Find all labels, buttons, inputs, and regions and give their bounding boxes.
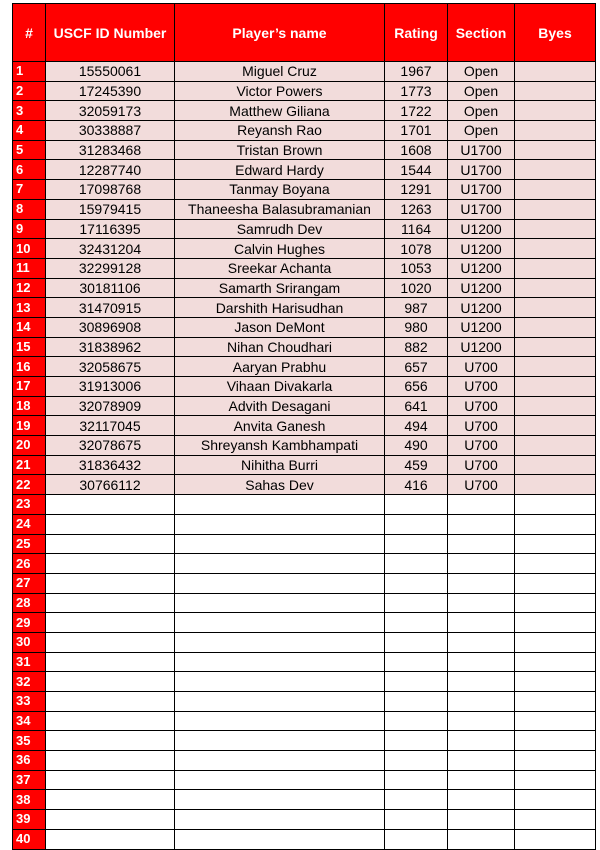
player-name-cell: Samarth Srirangam	[175, 278, 385, 298]
section-cell: U700	[448, 436, 515, 456]
player-name-cell: Edward Hardy	[175, 160, 385, 180]
byes-cell	[515, 731, 596, 751]
row-number: 25	[13, 534, 46, 554]
player-name-cell: Thaneesha Balasubramanian	[175, 199, 385, 219]
byes-cell	[515, 751, 596, 771]
uscf-id-cell	[46, 829, 175, 849]
section-cell: U1200	[448, 298, 515, 318]
player-name-cell	[175, 829, 385, 849]
row-number: 31	[13, 652, 46, 672]
section-cell: U700	[448, 357, 515, 377]
byes-cell	[515, 632, 596, 652]
row-number: 27	[13, 573, 46, 593]
player-name-cell	[175, 731, 385, 751]
table-row	[13, 258, 596, 278]
row-number: 40	[13, 829, 46, 849]
player-name-cell	[175, 810, 385, 830]
rating-cell	[385, 829, 448, 849]
table-row	[13, 652, 596, 672]
section-cell	[448, 593, 515, 613]
player-name-cell: Vihaan Divakarla	[175, 377, 385, 397]
player-name-cell: Shreyansh Kambhampati	[175, 436, 385, 456]
rating-cell	[385, 534, 448, 554]
section-cell	[448, 534, 515, 554]
section-cell: U700	[448, 416, 515, 436]
table-row	[13, 81, 596, 101]
row-number: 6	[13, 160, 46, 180]
header-row	[13, 4, 596, 62]
row-number: 32	[13, 672, 46, 692]
byes-cell	[515, 770, 596, 790]
row-number: 21	[13, 455, 46, 475]
byes-cell	[515, 140, 596, 160]
player-name-cell: Reyansh Rao	[175, 121, 385, 141]
byes-cell	[515, 652, 596, 672]
byes-cell	[515, 239, 596, 259]
section-cell	[448, 514, 515, 534]
uscf-id-cell: 15979415	[46, 199, 175, 219]
rating-cell: 987	[385, 298, 448, 318]
byes-cell	[515, 121, 596, 141]
section-cell: U1700	[448, 160, 515, 180]
row-number: 29	[13, 613, 46, 633]
table-row	[13, 455, 596, 475]
byes-cell	[515, 357, 596, 377]
section-cell: U1200	[448, 258, 515, 278]
rating-cell	[385, 613, 448, 633]
rating-cell: 459	[385, 455, 448, 475]
table-row	[13, 62, 596, 82]
uscf-id-cell: 31838962	[46, 337, 175, 357]
rating-cell	[385, 790, 448, 810]
player-name-cell	[175, 534, 385, 554]
uscf-id-cell: 31913006	[46, 377, 175, 397]
table-row	[13, 160, 596, 180]
rating-cell	[385, 573, 448, 593]
row-number: 24	[13, 514, 46, 534]
rating-cell: 1053	[385, 258, 448, 278]
player-name-cell: Advith Desagani	[175, 396, 385, 416]
section-cell	[448, 632, 515, 652]
table-header	[13, 4, 596, 62]
row-number: 18	[13, 396, 46, 416]
player-name-cell: Nihan Choudhari	[175, 337, 385, 357]
byes-cell	[515, 692, 596, 712]
table-row	[13, 140, 596, 160]
rating-cell	[385, 652, 448, 672]
player-name-cell: Tristan Brown	[175, 140, 385, 160]
section-cell: U1700	[448, 140, 515, 160]
player-name-cell: Tanmay Boyana	[175, 180, 385, 200]
header-byes: Byes	[515, 4, 596, 62]
byes-cell	[515, 180, 596, 200]
byes-cell	[515, 416, 596, 436]
rating-cell: 1544	[385, 160, 448, 180]
rating-cell: 1020	[385, 278, 448, 298]
byes-cell	[515, 278, 596, 298]
player-name-cell: Samrudh Dev	[175, 219, 385, 239]
rating-cell	[385, 810, 448, 830]
section-cell: U1200	[448, 239, 515, 259]
rating-cell	[385, 731, 448, 751]
uscf-id-cell	[46, 573, 175, 593]
table-row	[13, 810, 596, 830]
uscf-id-cell	[46, 810, 175, 830]
rating-cell: 1291	[385, 180, 448, 200]
uscf-id-cell	[46, 652, 175, 672]
table-row	[13, 534, 596, 554]
byes-cell	[515, 199, 596, 219]
uscf-id-cell: 17098768	[46, 180, 175, 200]
table-row	[13, 396, 596, 416]
byes-cell	[515, 829, 596, 849]
row-number: 34	[13, 711, 46, 731]
section-cell	[448, 711, 515, 731]
uscf-id-cell	[46, 672, 175, 692]
uscf-id-cell	[46, 790, 175, 810]
byes-cell	[515, 711, 596, 731]
player-name-cell	[175, 790, 385, 810]
row-number: 2	[13, 81, 46, 101]
section-cell	[448, 573, 515, 593]
byes-cell	[515, 337, 596, 357]
section-cell	[448, 790, 515, 810]
player-name-cell: Jason DeMont	[175, 317, 385, 337]
byes-cell	[515, 396, 596, 416]
table-row	[13, 829, 596, 849]
row-number: 22	[13, 475, 46, 495]
player-name-cell	[175, 554, 385, 574]
table-row	[13, 436, 596, 456]
byes-cell	[515, 593, 596, 613]
byes-cell	[515, 101, 596, 121]
section-cell: Open	[448, 62, 515, 82]
section-cell	[448, 751, 515, 771]
byes-cell	[515, 160, 596, 180]
byes-cell	[515, 62, 596, 82]
table-row	[13, 711, 596, 731]
row-number: 13	[13, 298, 46, 318]
byes-cell	[515, 81, 596, 101]
uscf-id-cell: 17245390	[46, 81, 175, 101]
row-number: 10	[13, 239, 46, 259]
row-number: 35	[13, 731, 46, 751]
section-cell: U700	[448, 377, 515, 397]
section-cell	[448, 613, 515, 633]
player-name-cell	[175, 751, 385, 771]
table-row	[13, 495, 596, 515]
section-cell	[448, 770, 515, 790]
section-cell	[448, 495, 515, 515]
uscf-id-cell: 30181106	[46, 278, 175, 298]
section-cell: U1200	[448, 317, 515, 337]
player-name-cell: Darshith Harisudhan	[175, 298, 385, 318]
rating-cell	[385, 692, 448, 712]
byes-cell	[515, 790, 596, 810]
player-name-cell	[175, 613, 385, 633]
uscf-id-cell	[46, 554, 175, 574]
byes-cell	[515, 377, 596, 397]
table-row	[13, 790, 596, 810]
row-number: 3	[13, 101, 46, 121]
byes-cell	[515, 258, 596, 278]
rating-cell: 656	[385, 377, 448, 397]
section-cell	[448, 652, 515, 672]
rating-cell: 1164	[385, 219, 448, 239]
section-cell	[448, 829, 515, 849]
table-row	[13, 770, 596, 790]
row-number: 14	[13, 317, 46, 337]
player-name-cell: Sahas Dev	[175, 475, 385, 495]
player-name-cell	[175, 632, 385, 652]
section-cell: U1700	[448, 180, 515, 200]
byes-cell	[515, 298, 596, 318]
player-name-cell	[175, 495, 385, 515]
player-name-cell: Matthew Giliana	[175, 101, 385, 121]
player-name-cell	[175, 770, 385, 790]
header-player-name: Player’s name	[175, 4, 385, 62]
header-uscf-id: USCF ID Number	[46, 4, 175, 62]
table-row	[13, 416, 596, 436]
row-number: 26	[13, 554, 46, 574]
row-number: 16	[13, 357, 46, 377]
uscf-id-cell: 32078675	[46, 436, 175, 456]
byes-cell	[515, 455, 596, 475]
player-name-cell: Miguel Cruz	[175, 62, 385, 82]
player-name-cell	[175, 514, 385, 534]
row-number: 36	[13, 751, 46, 771]
row-number: 17	[13, 377, 46, 397]
table-row	[13, 573, 596, 593]
table-row	[13, 199, 596, 219]
table-row	[13, 632, 596, 652]
uscf-id-cell: 15550061	[46, 62, 175, 82]
uscf-id-cell: 32059173	[46, 101, 175, 121]
rating-cell: 1078	[385, 239, 448, 259]
byes-cell	[515, 810, 596, 830]
table-row	[13, 278, 596, 298]
table-row	[13, 121, 596, 141]
byes-cell	[515, 514, 596, 534]
section-cell	[448, 672, 515, 692]
table-row	[13, 298, 596, 318]
uscf-id-cell	[46, 731, 175, 751]
rating-cell	[385, 672, 448, 692]
rating-cell: 416	[385, 475, 448, 495]
section-cell: U700	[448, 475, 515, 495]
rating-cell	[385, 632, 448, 652]
row-number: 37	[13, 770, 46, 790]
row-number: 23	[13, 495, 46, 515]
rating-cell: 1967	[385, 62, 448, 82]
player-name-cell	[175, 692, 385, 712]
uscf-id-cell: 32299128	[46, 258, 175, 278]
table-row	[13, 613, 596, 633]
row-number: 20	[13, 436, 46, 456]
rating-cell: 490	[385, 436, 448, 456]
row-number: 4	[13, 121, 46, 141]
table-row	[13, 692, 596, 712]
row-number: 12	[13, 278, 46, 298]
table-body	[13, 62, 596, 850]
uscf-id-cell: 31283468	[46, 140, 175, 160]
rating-cell	[385, 495, 448, 515]
uscf-id-cell	[46, 692, 175, 712]
header-number: #	[13, 4, 46, 62]
table-row	[13, 180, 596, 200]
player-name-cell: Nihitha Burri	[175, 455, 385, 475]
section-cell	[448, 810, 515, 830]
row-number: 28	[13, 593, 46, 613]
rating-cell	[385, 593, 448, 613]
table-row	[13, 317, 596, 337]
row-number: 38	[13, 790, 46, 810]
row-number: 33	[13, 692, 46, 712]
rating-cell: 494	[385, 416, 448, 436]
uscf-id-cell: 30766112	[46, 475, 175, 495]
rating-cell	[385, 711, 448, 731]
rating-cell: 882	[385, 337, 448, 357]
rating-cell	[385, 770, 448, 790]
rating-cell: 1773	[385, 81, 448, 101]
section-cell: Open	[448, 121, 515, 141]
table-row	[13, 672, 596, 692]
rating-cell: 1701	[385, 121, 448, 141]
player-name-cell: Anvita Ganesh	[175, 416, 385, 436]
player-name-cell	[175, 652, 385, 672]
table-row	[13, 239, 596, 259]
table-row	[13, 337, 596, 357]
uscf-id-cell: 31836432	[46, 455, 175, 475]
section-cell	[448, 731, 515, 751]
table-row	[13, 514, 596, 534]
table-row	[13, 219, 596, 239]
uscf-id-cell: 32078909	[46, 396, 175, 416]
uscf-id-cell: 30338887	[46, 121, 175, 141]
table-row	[13, 101, 596, 121]
row-number: 19	[13, 416, 46, 436]
row-number: 7	[13, 180, 46, 200]
section-cell: U700	[448, 396, 515, 416]
row-number: 39	[13, 810, 46, 830]
player-name-cell: Calvin Hughes	[175, 239, 385, 259]
section-cell: U700	[448, 455, 515, 475]
uscf-id-cell: 30896908	[46, 317, 175, 337]
row-number: 30	[13, 632, 46, 652]
byes-cell	[515, 317, 596, 337]
uscf-id-cell	[46, 534, 175, 554]
section-cell: U1200	[448, 278, 515, 298]
section-cell: U1200	[448, 337, 515, 357]
table-row	[13, 357, 596, 377]
player-name-cell: Aaryan Prabhu	[175, 357, 385, 377]
player-name-cell	[175, 711, 385, 731]
rating-cell	[385, 554, 448, 574]
header-section: Section	[448, 4, 515, 62]
byes-cell	[515, 672, 596, 692]
table-row	[13, 731, 596, 751]
uscf-id-cell: 31470915	[46, 298, 175, 318]
row-number: 8	[13, 199, 46, 219]
rating-cell	[385, 514, 448, 534]
player-name-cell: Sreekar Achanta	[175, 258, 385, 278]
uscf-id-cell	[46, 495, 175, 515]
uscf-id-cell	[46, 711, 175, 731]
player-name-cell: Victor Powers	[175, 81, 385, 101]
player-name-cell	[175, 593, 385, 613]
byes-cell	[515, 534, 596, 554]
table-row	[13, 377, 596, 397]
section-cell: Open	[448, 81, 515, 101]
uscf-id-cell: 32117045	[46, 416, 175, 436]
table-row	[13, 475, 596, 495]
rating-cell	[385, 751, 448, 771]
player-name-cell	[175, 573, 385, 593]
byes-cell	[515, 436, 596, 456]
uscf-id-cell: 32431204	[46, 239, 175, 259]
uscf-id-cell	[46, 613, 175, 633]
section-cell: Open	[448, 101, 515, 121]
player-roster-table	[12, 3, 596, 850]
table-row	[13, 593, 596, 613]
table-row	[13, 554, 596, 574]
byes-cell	[515, 495, 596, 515]
section-cell: U1200	[448, 219, 515, 239]
rating-cell: 1263	[385, 199, 448, 219]
uscf-id-cell	[46, 514, 175, 534]
byes-cell	[515, 219, 596, 239]
table-row	[13, 751, 596, 771]
section-cell: U1700	[448, 199, 515, 219]
section-cell	[448, 692, 515, 712]
row-number: 5	[13, 140, 46, 160]
rating-cell: 1608	[385, 140, 448, 160]
uscf-id-cell: 12287740	[46, 160, 175, 180]
header-rating: Rating	[385, 4, 448, 62]
uscf-id-cell	[46, 593, 175, 613]
row-number: 9	[13, 219, 46, 239]
section-cell	[448, 554, 515, 574]
rating-cell: 1722	[385, 101, 448, 121]
uscf-id-cell: 32058675	[46, 357, 175, 377]
byes-cell	[515, 573, 596, 593]
byes-cell	[515, 475, 596, 495]
byes-cell	[515, 554, 596, 574]
rating-cell: 980	[385, 317, 448, 337]
uscf-id-cell	[46, 632, 175, 652]
row-number: 11	[13, 258, 46, 278]
uscf-id-cell	[46, 751, 175, 771]
player-name-cell	[175, 672, 385, 692]
uscf-id-cell	[46, 770, 175, 790]
row-number: 1	[13, 62, 46, 82]
row-number: 15	[13, 337, 46, 357]
uscf-id-cell: 17116395	[46, 219, 175, 239]
rating-cell: 657	[385, 357, 448, 377]
rating-cell: 641	[385, 396, 448, 416]
byes-cell	[515, 613, 596, 633]
